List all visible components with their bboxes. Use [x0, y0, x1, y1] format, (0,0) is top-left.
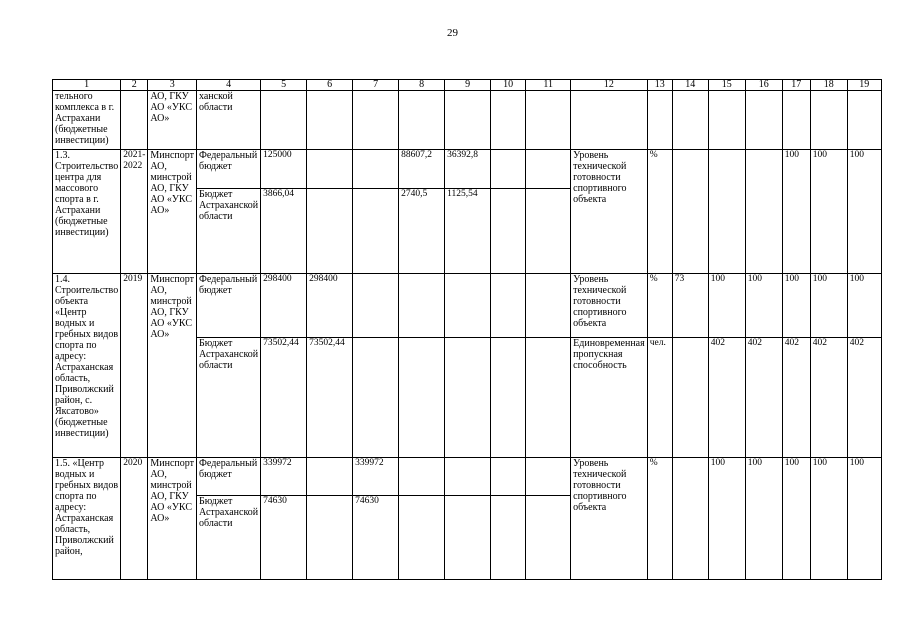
funding-source: Бюджет Астраханской области — [197, 338, 261, 458]
column-number: 15 — [708, 80, 745, 91]
column-number: 12 — [571, 80, 648, 91]
executor-cell: Минспорт АО, минстрой АО, ГКУ АО «УКС АО» — [148, 150, 197, 274]
funding-source: Федеральный бюджет — [197, 274, 261, 338]
value-cell: 36392,8 — [445, 150, 491, 189]
value-cell: 298400 — [261, 274, 307, 338]
value-cell: 100 — [847, 150, 881, 274]
value-cell: 402 — [782, 338, 810, 458]
value-cell: 100 — [810, 150, 847, 274]
value-cell: 402 — [708, 338, 745, 458]
value-cell: 339972 — [261, 458, 307, 496]
column-number: 4 — [197, 80, 261, 91]
column-number: 8 — [399, 80, 445, 91]
value-cell: 402 — [745, 338, 782, 458]
value-cell: 100 — [782, 274, 810, 338]
unit-cell: чел. — [647, 338, 672, 458]
column-number: 2 — [121, 80, 148, 91]
column-number: 10 — [491, 80, 526, 91]
value-cell: 100 — [708, 458, 745, 580]
column-number: 9 — [445, 80, 491, 91]
period-cell: 2020 — [121, 458, 148, 580]
value-cell: 100 — [847, 458, 881, 580]
activity-name: 1.3. Строительство центра для массового спорта в г. Астрахани (бюджетные инвестиции) — [53, 150, 121, 274]
funding-source: Бюджет Астраханской области — [197, 189, 261, 274]
value-cell: 73 — [672, 274, 708, 338]
period-cell: 2021-2022 — [121, 150, 148, 274]
value-cell: 73502,44 — [307, 338, 353, 458]
funding-source: Бюджет Астраханской области — [197, 496, 261, 580]
column-number: 13 — [647, 80, 672, 91]
value-cell: 339972 — [353, 458, 399, 496]
executor-cell: Минспорт АО, минстрой АО, ГКУ АО «УКС АО» — [148, 274, 197, 458]
table-row — [53, 458, 882, 496]
activity-name: 1.5. «Центр водных и гребных видов спорта по адресу: Астраханская область, Приволжский район, — [53, 458, 121, 580]
table-row — [53, 274, 882, 338]
value-cell: 100 — [810, 458, 847, 580]
indicator-name: Уровень технической готовности спортивного объекта — [571, 150, 648, 274]
value-cell: 298400 — [307, 274, 353, 338]
value-cell: 100 — [782, 458, 810, 580]
value-cell: 100 — [708, 274, 745, 338]
column-number: 14 — [672, 80, 708, 91]
continuation-row — [53, 91, 882, 150]
column-number: 6 — [307, 80, 353, 91]
program-table — [52, 79, 882, 580]
value-cell: 73502,44 — [261, 338, 307, 458]
page-number: 29 — [447, 27, 458, 39]
indicator-name: Уровень технической готовности спортивного объекта — [571, 458, 648, 580]
column-number: 3 — [148, 80, 197, 91]
value-cell: 74630 — [261, 496, 307, 580]
value-cell: 125000 — [261, 150, 307, 189]
executor-cell: Минспорт АО, минстрой АО, ГКУ АО «УКС АО» — [148, 458, 197, 580]
column-number: 18 — [810, 80, 847, 91]
funding-source: Федеральный бюджет — [197, 150, 261, 189]
value-cell: 2740,5 — [399, 189, 445, 274]
value-cell: 88607,2 — [399, 150, 445, 189]
table-row — [53, 150, 882, 189]
period-cell: 2019 — [121, 274, 148, 458]
activity-name: тельного комплекса в г. Астрахани (бюджетные инвестиции) — [53, 91, 121, 150]
funding-source: Федеральный бюджет — [197, 458, 261, 496]
activity-name: 1.4. Строительство объекта «Центр водных и гребных видов спорта по адресу: Астраханская область, Приволжский район, с. Яксатово» (бюджетные инвестиции) — [53, 274, 121, 458]
column-number: 16 — [745, 80, 782, 91]
column-number: 1 — [53, 80, 121, 91]
unit-cell: % — [647, 274, 672, 338]
value-cell: 100 — [745, 274, 782, 338]
funding-source: ханской области — [197, 91, 261, 150]
value-cell: 1125,54 — [445, 189, 491, 274]
value-cell: 100 — [810, 274, 847, 338]
period-cell — [121, 91, 148, 150]
column-number: 17 — [782, 80, 810, 91]
value-cell: 402 — [847, 338, 881, 458]
unit-cell: % — [647, 150, 672, 274]
value-cell: 3866,04 — [261, 189, 307, 274]
value-cell: 100 — [782, 150, 810, 274]
column-number: 11 — [526, 80, 571, 91]
column-number: 19 — [847, 80, 881, 91]
value-cell: 100 — [847, 274, 881, 338]
column-number: 7 — [353, 80, 399, 91]
column-number-row — [53, 80, 882, 91]
indicator-name: Уровень технической готовности спортивного объекта — [571, 274, 648, 338]
value-cell: 402 — [810, 338, 847, 458]
value-cell: 74630 — [353, 496, 399, 580]
executor-cell: АО, ГКУ АО «УКС АО» — [148, 91, 197, 150]
indicator-name: Единовременная пропускная способность — [571, 338, 648, 458]
value-cell: 100 — [745, 458, 782, 580]
unit-cell: % — [647, 458, 672, 580]
column-number: 5 — [261, 80, 307, 91]
